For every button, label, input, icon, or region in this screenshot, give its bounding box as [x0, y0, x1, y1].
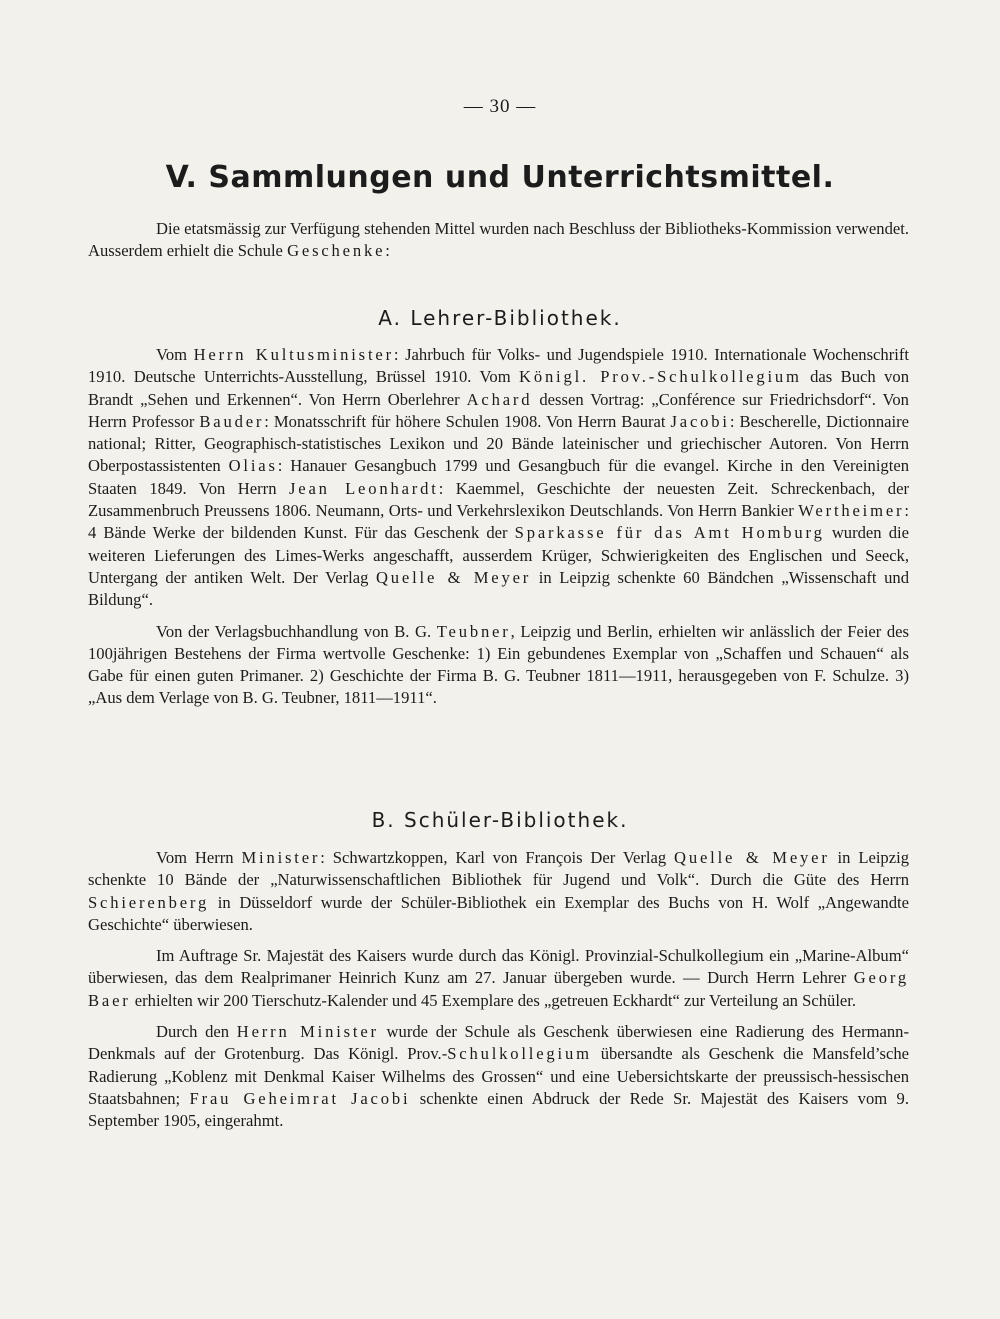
section-a-paragraph-1 — [88, 344, 909, 612]
spaced-emphasis: Schierenberg — [88, 892, 210, 912]
page-number: — 30 — — [463, 96, 537, 117]
text-run: : — [385, 241, 390, 261]
text-run: in Leipzig schenkte 60 Bändchen „Wissenschaft und Bildung“. — [88, 567, 909, 610]
spaced-emphasis: Quelle & Meyer — [376, 567, 532, 587]
spaced-emphasis: Schulkollegium — [447, 1044, 592, 1064]
section-heading-schueler-bibliothek: B. Schüler-Bibliothek. — [371, 808, 629, 832]
text-run: : Kaemmel, Geschichte der neuesten Zeit. Schreckenbach, der Zusammenbruch Preussens 1806. Neumann, Orts- und Verkehrslexikon Deutschlands. Von Herrn Bankier — [88, 478, 909, 521]
spaced-emphasis: Jacobi — [670, 411, 730, 431]
chapter-title: V. Sammlungen und Unterrichtsmittel. — [165, 160, 835, 195]
spaced-emphasis: Minister — [241, 848, 321, 867]
text-run: das Buch von Brandt „Sehen und Erkennen“. Von Herrn Oberlehrer — [88, 367, 909, 409]
section-a-paragraph-2 — [88, 621, 909, 710]
text-run: erhielten wir 200 Tierschutz-Kalender und 45 Exemplare des „getreuen Eckhardt“ zur Verteilung an Schüler. — [130, 990, 857, 1010]
spaced-emphasis: Königl. Prov.-Schulkollegium — [519, 367, 802, 387]
text-run: Von der Verlagsbuchhandlung von B. G. — [156, 621, 437, 641]
text-run: in Düsseldorf wurde der Schüler-Bibliothek ein Exemplar des Buchs von H. Wolf „Angewandte Geschichte“ überwiesen. — [88, 892, 909, 934]
text-run: : Jahrbuch für Volks- und Jugendspiele 1910. Internationale Wochenschrift 1910. Deutsche Unterrichts-Ausstellung, Brüssel 1910. Vom — [88, 345, 909, 387]
text-run: Die etatsmässig zur Verfügung stehenden Mittel wurden nach Beschluss der Bibliotheks-Kommission verwendet. Ausserdem erhielt die Schule — [88, 219, 909, 261]
text-run: : 4 Bände Werke der bildenden Kunst. Für das Geschenk der — [88, 501, 909, 543]
text-run: : Hanauer Gesangbuch 1799 und Gesangbuch für die evangel. Kirche in den Vereinigten Staaten 1849. Von Herrn — [88, 456, 909, 498]
text-run: wurden die weiteren Lieferungen des Limes-Werks angeschafft, ausserdem Krüger, Schwierigkeiten des Englischen und Seeck, Untergang der antiken Welt. Der Verlag — [88, 523, 909, 587]
intro-block — [88, 218, 909, 263]
section-b-body — [88, 847, 909, 1133]
spaced-emphasis: Wertheimer — [798, 501, 905, 521]
spaced-emphasis: Sparkasse für das Amt Homburg — [514, 523, 825, 543]
spaced-emphasis: Bauder — [199, 411, 265, 431]
spaced-emphasis: Jean Leonhardt — [289, 478, 439, 498]
text-run: übersandte als Geschenk die Mansfeld’sche Radierung „Koblenz mit Denkmal Kaiser Wilhelms des Grossen“ und eine Uebersichtskarte der preussisch-hessischen Staatsbahnen; — [88, 1044, 909, 1108]
text-run: Im Auftrage Sr. Majestät des Kaisers wurde durch das Königl. Provinzial-Schulkollegium ein „Marine-Album“ überwiesen, das dem Realprimaner Heinrich Kunz am 27. Januar übergeben wurde. — Durch Herrn Lehrer — [88, 946, 909, 988]
text-run: wurde der Schule als Geschenk überwiesen eine Radierung des Hermann-Denkmals auf der Grotenburg. Das Königl. Prov.- — [88, 1022, 909, 1064]
text-run: in Leipzig schenkte 10 Bände der „Naturwissenschaftlichen Bibliothek für Jugend und Volk“. Durch die Güte des Herrn — [88, 848, 910, 890]
text-run: : Bescherelle, Dictionnaire national; Ritter, Geographisch-statistisches Lexikon und 20 Bände lateinischer und griechischer Autoren. Von Herrn Oberpostassistenten — [88, 411, 909, 476]
spaced-emphasis: Olias — [228, 456, 278, 476]
text-run: dessen Vortrag: „Conférence sur Friedrichsdorf“. Von Herrn Professor — [88, 389, 909, 431]
section-b-paragraph-3 — [88, 1021, 909, 1132]
text-run: , Leipzig und Berlin, erhielten wir anlässlich der Feier des 100jährigen Bestehens der Firma wertvolle Geschenke: 1) Ein gebundenes Exemplar von „Schaffen und Schauen“ als Gabe für einen guten Primaner. 2) Geschichte der Firma B. G. Teubner 1811—1911, herausgegeben von F. Schulze. 3) „Aus dem Verlage von B. G. Teubner, 1811—1911“. — [88, 621, 910, 708]
spaced-emphasis: Geschenke — [287, 241, 386, 261]
spaced-emphasis: Frau Geheimrat Jacobi — [189, 1088, 411, 1108]
spaced-emphasis: Herrn Kultusminister — [193, 345, 394, 364]
section-heading-lehrer-bibliothek: A. Lehrer-Bibliothek. — [378, 306, 622, 330]
spaced-emphasis: Quelle & Meyer — [674, 848, 830, 867]
text-run: : Monatsschrift für höhere Schulen 1908. Von Herrn Baurat — [264, 411, 671, 431]
section-a-body — [88, 344, 909, 710]
text-run: Vom — [156, 345, 194, 364]
text-run: schenkte einen Abdruck der Rede Sr. Majestät des Kaisers vom 9. September 1905, eingerahmt. — [88, 1088, 909, 1131]
spaced-emphasis: Achard — [466, 389, 533, 409]
spaced-emphasis: Herrn Minister — [236, 1022, 379, 1042]
section-b-paragraph-2 — [88, 945, 909, 1012]
text-run: : Schwartzkoppen, Karl von François Der Verlag — [320, 848, 675, 867]
spaced-emphasis: Teubner — [436, 621, 511, 641]
text-run: Vom Herrn — [156, 848, 242, 867]
text-run: Durch den — [156, 1022, 237, 1042]
section-b-paragraph-1 — [88, 847, 909, 936]
intro-paragraph — [88, 218, 909, 263]
spaced-emphasis: Georg Baer — [88, 968, 909, 1010]
